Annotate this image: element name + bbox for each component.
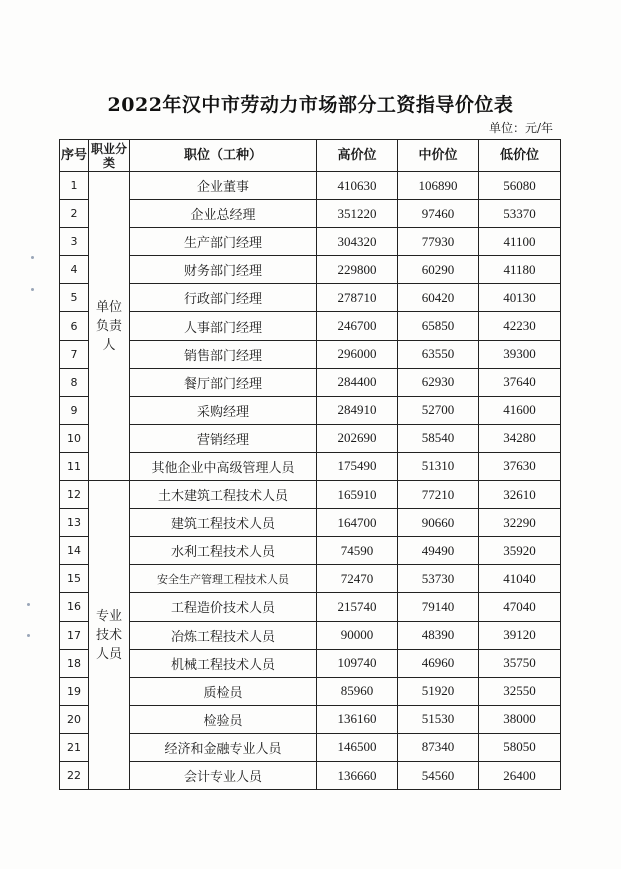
row-mid-price: 63550 — [398, 340, 479, 368]
row-mid-price: 52700 — [398, 396, 479, 424]
row-seq: 18 — [60, 649, 89, 677]
row-job: 餐厅部门经理 — [130, 368, 317, 396]
row-mid-price: 106890 — [398, 172, 479, 200]
row-low-price: 47040 — [479, 593, 561, 621]
row-low-price: 39120 — [479, 621, 561, 649]
table-row — [60, 200, 561, 228]
table-row — [60, 537, 561, 565]
row-mid-price: 54560 — [398, 761, 479, 789]
row-mid-price: 58540 — [398, 424, 479, 452]
row-low-price: 35750 — [479, 649, 561, 677]
row-low-price: 41040 — [479, 565, 561, 593]
row-job: 财务部门经理 — [130, 256, 317, 284]
row-high-price: 202690 — [317, 424, 398, 452]
row-seq: 9 — [60, 396, 89, 424]
table-row — [60, 172, 561, 200]
wage-table — [59, 139, 561, 790]
row-low-price: 41100 — [479, 228, 561, 256]
table-row — [60, 284, 561, 312]
row-low-price: 53370 — [479, 200, 561, 228]
row-job: 企业董事 — [130, 172, 317, 200]
row-job: 质检员 — [130, 677, 317, 705]
row-mid-price: 51530 — [398, 705, 479, 733]
header-mid: 中价位 — [398, 140, 479, 172]
row-seq: 20 — [60, 705, 89, 733]
table-row — [60, 424, 561, 452]
table-row — [60, 368, 561, 396]
row-high-price: 215740 — [317, 593, 398, 621]
row-seq: 22 — [60, 761, 89, 789]
row-low-price: 42230 — [479, 312, 561, 340]
row-job: 建筑工程技术人员 — [130, 509, 317, 537]
row-high-price: 136660 — [317, 761, 398, 789]
row-mid-price: 65850 — [398, 312, 479, 340]
table-row — [60, 312, 561, 340]
row-high-price: 175490 — [317, 452, 398, 480]
row-seq: 12 — [60, 481, 89, 509]
row-low-price: 37630 — [479, 452, 561, 480]
row-job: 生产部门经理 — [130, 228, 317, 256]
row-high-price: 74590 — [317, 537, 398, 565]
row-mid-price: 87340 — [398, 733, 479, 761]
table-row — [60, 677, 561, 705]
row-job: 企业总经理 — [130, 200, 317, 228]
row-low-price: 40130 — [479, 284, 561, 312]
table-row — [60, 649, 561, 677]
row-mid-price: 97460 — [398, 200, 479, 228]
row-high-price: 165910 — [317, 481, 398, 509]
row-seq: 21 — [60, 733, 89, 761]
row-job: 销售部门经理 — [130, 340, 317, 368]
row-high-price: 246700 — [317, 312, 398, 340]
row-seq: 16 — [60, 593, 89, 621]
row-high-price: 296000 — [317, 340, 398, 368]
scan-speck — [31, 256, 34, 259]
row-low-price: 26400 — [479, 761, 561, 789]
row-job: 经济和金融专业人员 — [130, 733, 317, 761]
header-category: 职业分类 — [89, 140, 130, 172]
row-seq: 1 — [60, 172, 89, 200]
table-row — [60, 396, 561, 424]
row-job: 土木建筑工程技术人员 — [130, 481, 317, 509]
header-high: 高价位 — [317, 140, 398, 172]
row-job: 安全生产管理工程技术人员 — [130, 565, 317, 593]
row-high-price: 304320 — [317, 228, 398, 256]
row-high-price: 109740 — [317, 649, 398, 677]
row-mid-price: 60290 — [398, 256, 479, 284]
row-mid-price: 62930 — [398, 368, 479, 396]
row-low-price: 39300 — [479, 340, 561, 368]
category-cell: 单位负责人 — [89, 172, 130, 481]
table-row — [60, 340, 561, 368]
header-seq: 序号 — [60, 140, 89, 172]
table-row — [60, 621, 561, 649]
table-row — [60, 256, 561, 284]
row-seq: 4 — [60, 256, 89, 284]
row-seq: 10 — [60, 424, 89, 452]
table-row — [60, 481, 561, 509]
row-low-price: 32550 — [479, 677, 561, 705]
row-low-price: 38000 — [479, 705, 561, 733]
row-low-price: 32610 — [479, 481, 561, 509]
row-job: 会计专业人员 — [130, 761, 317, 789]
row-low-price: 32290 — [479, 509, 561, 537]
row-seq: 14 — [60, 537, 89, 565]
row-mid-price: 48390 — [398, 621, 479, 649]
row-seq: 15 — [60, 565, 89, 593]
row-low-price: 56080 — [479, 172, 561, 200]
row-high-price: 229800 — [317, 256, 398, 284]
row-seq: 5 — [60, 284, 89, 312]
row-seq: 6 — [60, 312, 89, 340]
row-seq: 8 — [60, 368, 89, 396]
table-row — [60, 565, 561, 593]
row-mid-price: 77210 — [398, 481, 479, 509]
header-row — [60, 140, 561, 172]
row-high-price: 164700 — [317, 509, 398, 537]
row-mid-price: 51310 — [398, 452, 479, 480]
row-mid-price: 46960 — [398, 649, 479, 677]
header-low: 低价位 — [479, 140, 561, 172]
row-seq: 7 — [60, 340, 89, 368]
document-title: 2022年汉中市劳动力市场部分工资指导价位表 — [107, 94, 514, 116]
table-row — [60, 761, 561, 789]
row-job: 行政部门经理 — [130, 284, 317, 312]
row-seq: 2 — [60, 200, 89, 228]
row-low-price: 34280 — [479, 424, 561, 452]
row-low-price: 35920 — [479, 537, 561, 565]
scan-speck — [27, 603, 30, 606]
table-row — [60, 705, 561, 733]
row-seq: 3 — [60, 228, 89, 256]
row-job: 冶炼工程技术人员 — [130, 621, 317, 649]
table-row — [60, 733, 561, 761]
row-job: 营销经理 — [130, 424, 317, 452]
row-low-price: 41180 — [479, 256, 561, 284]
row-job: 机械工程技术人员 — [130, 649, 317, 677]
row-seq: 11 — [60, 452, 89, 480]
row-job: 其他企业中高级管理人员 — [130, 452, 317, 480]
row-job: 检验员 — [130, 705, 317, 733]
row-high-price: 146500 — [317, 733, 398, 761]
row-high-price: 136160 — [317, 705, 398, 733]
category-cell: 专业技术人员 — [89, 481, 130, 790]
row-seq: 13 — [60, 509, 89, 537]
row-low-price: 58050 — [479, 733, 561, 761]
row-seq: 19 — [60, 677, 89, 705]
row-job: 人事部门经理 — [130, 312, 317, 340]
table-row — [60, 228, 561, 256]
row-mid-price: 79140 — [398, 593, 479, 621]
row-mid-price: 90660 — [398, 509, 479, 537]
row-high-price: 90000 — [317, 621, 398, 649]
row-mid-price: 53730 — [398, 565, 479, 593]
row-mid-price: 51920 — [398, 677, 479, 705]
row-seq: 17 — [60, 621, 89, 649]
row-job: 采购经理 — [130, 396, 317, 424]
table-row — [60, 509, 561, 537]
table-row — [60, 452, 561, 480]
row-low-price: 41600 — [479, 396, 561, 424]
scan-speck — [31, 288, 34, 291]
row-mid-price: 60420 — [398, 284, 479, 312]
row-high-price: 284400 — [317, 368, 398, 396]
row-mid-price: 77930 — [398, 228, 479, 256]
row-high-price: 351220 — [317, 200, 398, 228]
row-mid-price: 49490 — [398, 537, 479, 565]
row-job: 工程造价技术人员 — [130, 593, 317, 621]
scan-speck — [27, 634, 30, 637]
row-low-price: 37640 — [479, 368, 561, 396]
header-job: 职位（工种） — [130, 140, 317, 172]
row-job: 水利工程技术人员 — [130, 537, 317, 565]
unit-note: 单位：元/年 — [488, 121, 553, 135]
row-high-price: 72470 — [317, 565, 398, 593]
table-row — [60, 593, 561, 621]
row-high-price: 410630 — [317, 172, 398, 200]
row-high-price: 284910 — [317, 396, 398, 424]
row-high-price: 278710 — [317, 284, 398, 312]
row-high-price: 85960 — [317, 677, 398, 705]
